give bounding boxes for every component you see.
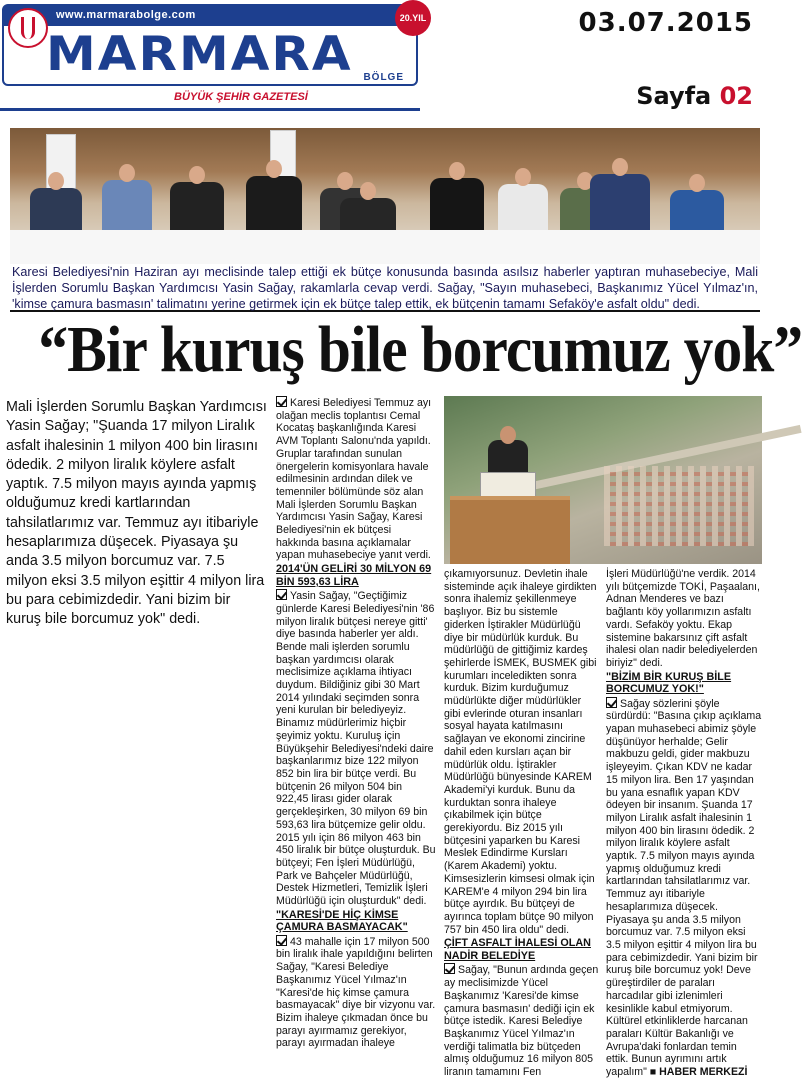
subheading: "BİZİM BİR KURUŞ BİLE BORCUMUZ YOK!" — [606, 670, 732, 696]
paragraph: 43 mahalle için 17 milyon 500 bin liralık ihale yapıldığını belirten Sağay, "Karesi Belediye Başkanımız Yücel Yılmaz'ın "Karesi'de hiç kimse çamura basmayacak" diye bir vizyonu var. Bizim ihaleye çıkmadan önce bu parayı ayırmamız gerekiyor, parayı ayırmadan ihaleye — [276, 935, 436, 1050]
meeting-tables — [10, 230, 760, 264]
checkbox-icon — [276, 396, 287, 407]
masthead — [0, 0, 430, 112]
paragraph: Sağay, "Bunun ardında geçen ay meclisimizde Yücel Başkanımız 'Karesi'de kimse çamura basmasın' dediği için ek bütçe istedik. Karesi Belediye Başkanımız Yücel Yılmaz'ın verdiği talimatla biz bütçeden almış olduğumuz 16 milyon 805 liranın tamamını Fen — [444, 964, 599, 1079]
checkbox-icon — [276, 589, 287, 600]
website-url: www.marmarabolge.com — [56, 9, 196, 21]
divider — [0, 108, 420, 111]
subtitle-bar — [0, 88, 430, 108]
emblem-icon — [8, 8, 48, 48]
podium — [450, 496, 570, 564]
page-number — [636, 82, 753, 110]
subheading: "KARESİ'DE HİÇ KİMSE ÇAMURA BASMAYACAK" — [276, 908, 408, 934]
subheading: 2014'ÜN GELİRİ 30 MİLYON 69 BİN 593,63 LİRA — [276, 563, 432, 588]
paragraph: İşleri Müdürlüğü'ne verdik. 2014 yılı bütçemizde TOKİ, Paşaalanı, Adnan Menderes ve bazı bağlantı köy yollarımızın asfaltı vardı. Sefaköy yoktu. Ekap sistemine bakarsınız çift asfalt ihalesi olan nadir belediyelerden biriyiz" dedi. — [606, 568, 760, 669]
logo-subword: BÖLGE — [363, 72, 404, 83]
article-column-2 — [444, 568, 600, 1079]
page-number-value: 02 — [719, 82, 753, 110]
paragraph: Karesi Belediyesi Temmuz ayı olağan meclis toplantısı Cemal Kocataş başkanlığında Karesi AVM Toplantı Salonu'nda yapıldı. Gruplar tarafından sunulan önergelerin komisyonlara havale edilmesinin ardından dilek ve temenniler bölümünde söz alan Mali İşlerden Sorumlu Başkan Yardımcısı Yasin Sağay, Karesi Belediyesi'nin ek bütçesi hakkında basına açıklamalar yapan muhasebeciye yanıt verdi. — [276, 397, 432, 562]
speaker-photo — [444, 396, 762, 564]
article-column-1 — [276, 396, 436, 1050]
byline: ■ HABER MERKEZİ — [649, 1066, 748, 1079]
newspaper-logo — [2, 4, 418, 86]
council-meeting-photo — [10, 128, 760, 264]
photo-caption: Karesi Belediyesi'nin Haziran ayı meclisinde talep ettiği ek bütçe konusunda basında asılsız haberler yaptıran muhasebeciye, Mali İşlerden Sorumlu Başkan Yardımcısı Yasin Sağay, rakamlarla cevap verdi. Sağay, "Sayın muhasebeci, Başkanımız Yücel Yılmaz'ın, 'kimse çamura basmasın' talimatını yerine getirmek için ek bütçe talep ettik, ek bütçenin tamamı Sefaköy'e asfalt oldu" dedi. — [12, 265, 758, 311]
badge-star-icon: 20.YIL — [395, 0, 431, 36]
headline: “Bir kuruş bile borcumuz yok” — [38, 313, 802, 386]
newspaper-subtitle: BÜYÜK ŞEHİR GAZETESİ — [174, 91, 308, 103]
article-column-3 — [606, 568, 762, 1079]
paragraph: Yasin Sağay, "Geçtiğimiz günlerde Karesi Belediyesi'nin '86 milyon liralık bütçesi nereye gitti' diye basında haberler yer aldı. Bende mali işlerden sorumlu başkan yardımcısı olarak meclisimize açıklama ihtiyacı duydum. Bildiğiniz gibi 30 Mart 2014 yılındaki seçimden sonra yeni kurulan bir belediyeyiz. Binamız müdürlerimiz hiçbir şeyimiz yoktu. Kuruluş için Büyükşehir Belediyesi'ndeki daire başkanlarımız bize 122 milyon 852 bin lira bir bütçe verdi. Bu bütçenin 26 milyon 504 bin 922,45 lirası gider olarak gerçekleşirken, 30 milyon 69 bin 593,63 lira bütçemize gelir oldu. 2015 yılı için 86 milyon 463 bin 450 liralık bir bütçe oluşturduk. Bu bütçeyi; Fen İşleri Müdürlüğü, Park ve Bahçeler Müdürlüğü, Destek Hizmetleri, Temizlik İşleri Müdürlüğü için oluşturduk" dedi. — [276, 590, 436, 908]
checkbox-icon — [444, 963, 455, 974]
checkbox-icon — [606, 697, 617, 708]
paragraph: Sağay sözlerini şöyle sürdürdü: "Basına çıkıp açıklama yapan muhasebeci abimiz şöyle düşünüyor herhalde; Gelir makbuzu geldi, gider makbuzu işleyeyim. Çıkan KDV ne kadar 15 milyon lira. Ben 17 yaşından bu yana esnaflık yapan KDV ödeyen bir insanım. Şuanda 17 milyon Liralık asfalt ihalesinin 1 milyon 400 bin lirasını ödedik. 2 milyon liralık köylere asfalt yaptık. 7.5 milyon mayıs ayında yapmış olduğumuz kredi kartlarından tahsilatlarımız var. Temmuz ayı itibariyle hesaplarımıza düşecek. Piyasaya şu anda 3.5 milyon borcumuz var. 7.5 milyon eksi 3.5 milyon eşittir 4 milyon lira bu para cebimizdedir. Yani bizim bir kuruş bile borcumuz yok! Deve güreştirdiler de paraları harcadılar gibi izlenimleri kesinlikle kabul etmiyorum. Kültürel etkinliklerde harcanan paraları Kültür Bakanlığı ve Avrupa'daki fonlardan temin ettik. Bunun ayrımını artık yapalım" — [606, 697, 762, 1079]
logo-wordmark: MARMARA — [46, 26, 353, 82]
anniversary-badge — [395, 0, 431, 40]
issue-date: 03.07.2015 — [578, 8, 753, 38]
checkbox-icon — [276, 935, 287, 946]
lead-paragraph: Mali İşlerden Sorumlu Başkan Yardımcısı Yasin Sağay; "Şuanda 17 milyon Liralık asfalt ihalesinin 1 milyon 400 bin lirasını ödedik. 2 milyon liralık köylere asfalt yaptık. 7.5 milyon mayıs ayında yapmış olduğumuz kredi kartlarından tahsilatlarımız var. Temmuz ayı itibariyle hesaplarımıza düşecek. Piyasaya şu anda 3.5 milyon borcumuz var. 7.5 milyon eksi 3.5 milyon eşittir 4 milyon lira bu para cebimizdedir. Yani bizim bir kuruş bile borcumuz yok" dedi. — [6, 399, 267, 628]
page-label: Sayfa — [636, 82, 712, 110]
subheading: ÇİFT ASFALT İHALESİ OLAN NADİR BELEDİYE — [444, 937, 591, 962]
paragraph: çıkamıyorsunuz. Devletin ihale sisteminde açık ihaleye girdikten sonra ihalemiz şekillenmeye başlıyor. Biz bu sistemle giderken İştirakler Müdürlüğü diye bir müdürlük kurduk. Bu müdürlüğü de gittiğimiz kardeş şehirlerde İSMEK, BUSMEK gibi kurumları inceledikten sonra kurduk. Bizim kurduğumuz müdürlükte diğer müdürlükler gibi evlerinde oturan insanları sosyal hayata katılmasını sağlayan ve ekonomi zincirine dahil eden kursları açan bir müdürlük oldu. İştirakler Müdürlüğü bünyesinde KAREM Akademi'yi kurduk. Bunu da kurduktan sonra ihaleye çıkabilmek için bütçe gerekiyordu. Biz 2015 yılı bütçesini yaparken bu Karesi Meslek Edindirme Kursları (Karem Akademi) yoktu. Kimsesizlerin kimsesi olmak için KAREM'e 4 milyon 294 bin lira bütçe ayırdık. Bu bütçeyi de ayırınca toplam bütçe 90 milyon 757 bin 450 lira oldu" dedi. — [444, 568, 597, 936]
